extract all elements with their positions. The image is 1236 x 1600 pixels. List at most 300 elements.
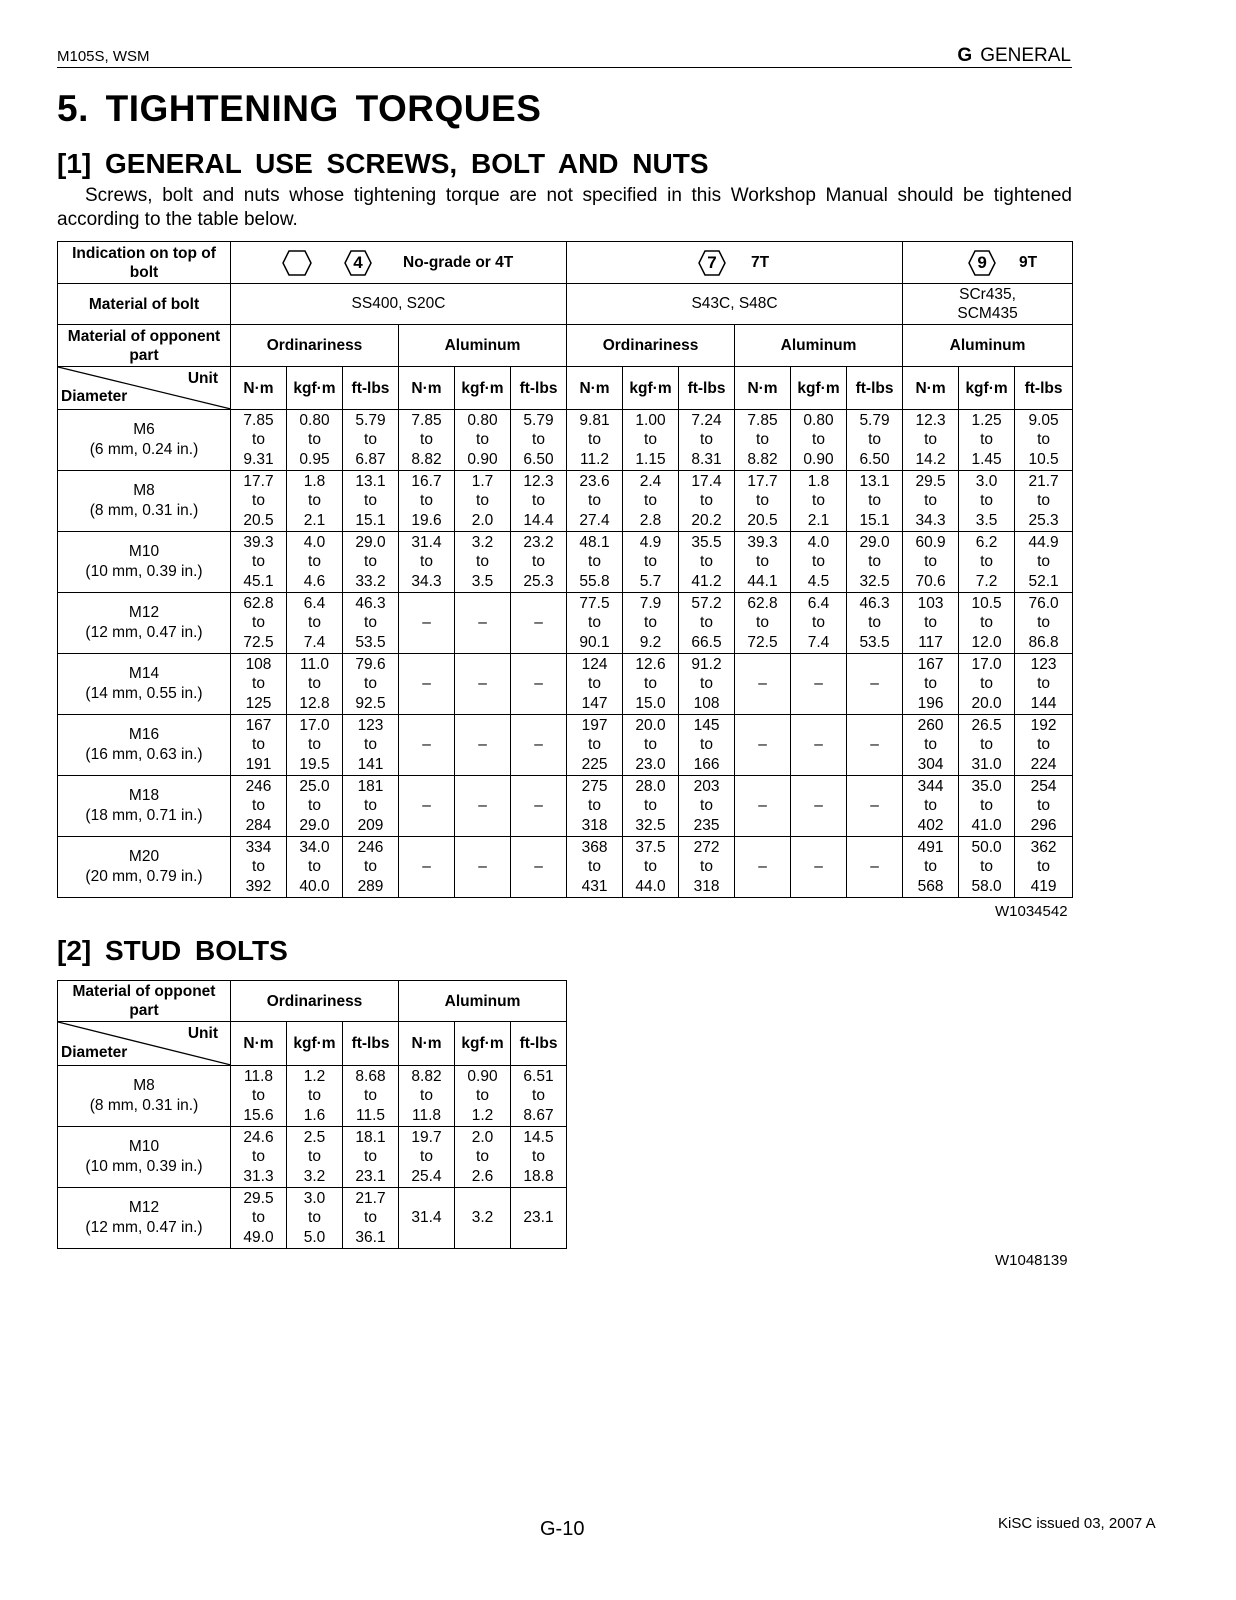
range-word: to — [700, 553, 713, 571]
torque-cell — [679, 471, 735, 532]
range-word: to — [364, 431, 377, 449]
torque-cell — [287, 410, 343, 471]
torque-max: 25.4 — [411, 1167, 442, 1185]
torque-cell — [679, 593, 735, 654]
torque-min: 62.8 — [747, 594, 778, 612]
range-word: to — [812, 431, 825, 449]
torque-cell — [1015, 776, 1073, 837]
torque-min: 7.24 — [691, 411, 722, 429]
torque-cell: – — [455, 715, 511, 776]
torque-max: 52.1 — [1028, 572, 1059, 590]
range-word: to — [980, 858, 994, 876]
opponent-header: Aluminum — [903, 325, 1073, 367]
grade-4t-cell — [231, 242, 567, 284]
torque-max: 41.0 — [971, 816, 1002, 834]
torque-max: 41.2 — [691, 572, 722, 590]
torque-min: 23.2 — [523, 533, 554, 551]
intro-text: Screws, bolt and nuts whose tightening torque are not specified in this Workshop Manual should be tightened according to the table below. — [57, 185, 1072, 230]
torque-max: 9.2 — [639, 633, 662, 651]
torque-cell — [399, 471, 455, 532]
range-word: to — [364, 1209, 377, 1227]
opponent-header: Ordinariness — [567, 325, 735, 367]
range-word: to — [588, 858, 601, 876]
torque-min: 28.0 — [635, 777, 666, 795]
torque-cell — [679, 776, 735, 837]
torque-cell: – — [847, 654, 903, 715]
torque-max: 6.50 — [523, 450, 554, 468]
range-word: to — [476, 553, 489, 571]
torque-cell: 3.2 — [455, 1188, 511, 1249]
torque-cell — [623, 410, 679, 471]
unit-header: N·m — [567, 367, 623, 410]
range-word: to — [644, 736, 657, 754]
torque-max: 72.5 — [747, 633, 778, 651]
table1-code: W1034542 — [995, 903, 1068, 920]
range-word: to — [476, 1148, 489, 1166]
diameter-cell — [58, 654, 231, 715]
bolt-dimension: (16 mm, 0.63 in.) — [85, 746, 203, 763]
torque-max: 7.2 — [975, 572, 998, 590]
torque-min: 16.7 — [411, 472, 442, 490]
section-letter: G — [957, 45, 973, 66]
torque-min: 17.7 — [747, 472, 778, 490]
torque-cell — [567, 776, 623, 837]
torque-max: 55.8 — [579, 572, 610, 590]
torque-cell — [567, 837, 623, 898]
torque-max: 2.0 — [471, 511, 494, 529]
table2-code: W1048139 — [995, 1252, 1068, 1269]
torque-cell — [455, 532, 511, 593]
opponent-header: Aluminum — [399, 325, 567, 367]
torque-cell — [679, 837, 735, 898]
range-word: to — [420, 553, 433, 571]
torque-cell — [567, 532, 623, 593]
torque-max: 11.5 — [355, 1106, 386, 1124]
torque-cell — [455, 410, 511, 471]
range-word: to — [308, 614, 321, 632]
torque-cell: – — [399, 776, 455, 837]
torque-max: 318 — [693, 877, 720, 895]
torque-min: 6.4 — [807, 594, 830, 612]
torque-cell — [287, 654, 343, 715]
torque-min: 5.79 — [859, 411, 890, 429]
torque-cell: – — [791, 776, 847, 837]
stud-bolt-table — [57, 980, 567, 1249]
torque-min: 7.9 — [639, 594, 662, 612]
range-word: to — [308, 1087, 321, 1105]
range-word: to — [420, 492, 433, 510]
unit-header: N·m — [735, 367, 791, 410]
unit-header: ft-lbs — [679, 367, 735, 410]
range-word: to — [364, 858, 377, 876]
range-word: to — [980, 614, 994, 632]
torque-max: 66.5 — [691, 633, 722, 651]
diameter-cell — [58, 1066, 231, 1127]
torque-max: 32.5 — [859, 572, 890, 590]
bolt-size: M12 — [128, 1199, 160, 1216]
range-word: to — [868, 431, 881, 449]
torque-cell — [847, 471, 903, 532]
torque-max: 419 — [1030, 877, 1057, 895]
torque-max: 2.1 — [807, 511, 830, 529]
torque-cell — [343, 410, 399, 471]
torque-max: 12.8 — [299, 694, 330, 712]
torque-max: 18.8 — [523, 1167, 554, 1185]
unit-header: ft-lbs — [343, 1022, 399, 1066]
diameter-cell — [58, 593, 231, 654]
torque-min: 5.79 — [355, 411, 386, 429]
table-row — [58, 654, 1073, 715]
bolt-size: M14 — [128, 665, 160, 682]
range-word: to — [868, 492, 881, 510]
torque-min: 1.25 — [971, 411, 1002, 429]
torque-min: 13.1 — [859, 472, 890, 490]
torque-cell — [959, 715, 1015, 776]
torque-max: 20.2 — [691, 511, 722, 529]
grade-4t-label: No-grade or 4T — [403, 253, 514, 271]
torque-min: 29.5 — [243, 1189, 274, 1207]
torque-max: 44.1 — [747, 572, 778, 590]
torque-min: 2.5 — [303, 1128, 326, 1146]
torque-min: 31.4 — [411, 533, 442, 551]
torque-max: 20.0 — [971, 694, 1002, 712]
torque-cell — [399, 1066, 455, 1127]
torque-max: 14.4 — [523, 511, 554, 529]
torque-max: 14.2 — [915, 450, 946, 468]
torque-cell — [287, 593, 343, 654]
torque-min: 50.0 — [971, 838, 1002, 856]
torque-cell — [847, 532, 903, 593]
torque-cell — [343, 654, 399, 715]
torque-cell — [343, 715, 399, 776]
range-word: to — [924, 553, 938, 571]
torque-cell: – — [455, 654, 511, 715]
grade-9t-label: 9T — [1019, 253, 1038, 271]
torque-cell — [511, 1127, 567, 1188]
page-number: G-10 — [540, 1518, 585, 1540]
unit-header: N·m — [903, 367, 959, 410]
hexagon-icon — [281, 249, 313, 277]
range-word: to — [308, 797, 321, 815]
torque-cell: – — [455, 837, 511, 898]
range-word: to — [364, 1148, 377, 1166]
torque-cell — [679, 654, 735, 715]
grade-mark-4-icon: 4 — [343, 249, 373, 277]
diameter-label: Diameter — [61, 388, 128, 405]
range-word: to — [700, 797, 713, 815]
torque-max: 235 — [693, 816, 720, 834]
opponent-header: Ordinariness — [231, 325, 399, 367]
torque-cell — [287, 776, 343, 837]
torque-max: 284 — [245, 816, 272, 834]
torque-max: 15.1 — [859, 511, 890, 529]
range-word: to — [252, 675, 265, 693]
torque-cell: – — [399, 837, 455, 898]
torque-cell: – — [847, 837, 903, 898]
torque-max: 225 — [581, 755, 608, 773]
stud-material-opponent-label: Material of opponet part — [58, 981, 231, 1022]
diameter-cell — [58, 1188, 231, 1249]
torque-cell — [903, 471, 959, 532]
torque-min: 1.00 — [635, 411, 666, 429]
torque-cell — [231, 1066, 287, 1127]
torque-min: 17.0 — [299, 716, 330, 734]
range-word: to — [1037, 431, 1051, 449]
torque-min: 7.85 — [747, 411, 778, 429]
torque-cell — [287, 1066, 343, 1127]
torque-max: 0.90 — [467, 450, 498, 468]
torque-max: 15.1 — [355, 511, 386, 529]
torque-max: 10.5 — [1028, 450, 1059, 468]
bolt-dimension: (10 mm, 0.39 in.) — [85, 563, 203, 580]
range-word: to — [812, 492, 825, 510]
torque-min: 6.2 — [975, 533, 998, 551]
torque-max: 8.82 — [747, 450, 778, 468]
range-word: to — [364, 736, 377, 754]
torque-cell — [231, 715, 287, 776]
range-word: to — [588, 431, 601, 449]
torque-cell — [231, 1188, 287, 1249]
bolt-dimension: (14 mm, 0.55 in.) — [85, 685, 203, 702]
torque-max: 196 — [917, 694, 944, 712]
torque-max: 147 — [581, 694, 608, 712]
bolt-size: M10 — [128, 543, 160, 560]
bolt-size: M6 — [133, 421, 155, 438]
unit-header: ft-lbs — [343, 367, 399, 410]
torque-min: 19.7 — [411, 1128, 442, 1146]
torque-min: 3.0 — [303, 1189, 326, 1207]
torque-min: 57.2 — [691, 594, 722, 612]
torque-max: 90.1 — [579, 633, 610, 651]
torque-min: 4.0 — [303, 533, 326, 551]
torque-cell — [903, 593, 959, 654]
torque-cell: 31.4 — [399, 1188, 455, 1249]
torque-min: 7.85 — [411, 411, 442, 429]
unit-header: kgf·m — [623, 367, 679, 410]
torque-cell — [1015, 410, 1073, 471]
torque-cell — [959, 471, 1015, 532]
torque-min: 6.51 — [523, 1067, 554, 1085]
torque-min: 275 — [581, 777, 608, 795]
torque-min: 17.0 — [971, 655, 1002, 673]
unit-label: Unit — [187, 370, 218, 387]
torque-cell — [959, 654, 1015, 715]
range-word: to — [644, 431, 657, 449]
torque-cell — [567, 410, 623, 471]
torque-min: 1.7 — [471, 472, 494, 490]
torque-min: 17.4 — [691, 472, 722, 490]
torque-max: 29.0 — [299, 816, 330, 834]
range-word: to — [588, 492, 601, 510]
range-word: to — [700, 492, 713, 510]
torque-min: 14.5 — [523, 1128, 554, 1146]
opponent-header: Aluminum — [399, 981, 567, 1022]
torque-cell — [623, 471, 679, 532]
torque-cell — [735, 410, 791, 471]
range-word: to — [532, 1087, 545, 1105]
range-word: to — [644, 553, 657, 571]
torque-cell — [231, 776, 287, 837]
range-word: to — [252, 797, 265, 815]
bolt-size: M18 — [128, 787, 160, 804]
bolt-dimension: (18 mm, 0.71 in.) — [85, 807, 203, 824]
torque-min: 21.7 — [1028, 472, 1059, 490]
torque-cell — [959, 776, 1015, 837]
torque-min: 39.3 — [747, 533, 778, 551]
torque-min: 29.5 — [915, 472, 946, 490]
diameter-cell — [58, 1127, 231, 1188]
torque-min: 123 — [357, 716, 384, 734]
torque-max: 53.5 — [355, 633, 386, 651]
torque-min: 167 — [245, 716, 272, 734]
torque-min: 18.1 — [355, 1128, 386, 1146]
torque-min: 12.3 — [523, 472, 554, 490]
range-word: to — [812, 553, 825, 571]
torque-min: 1.8 — [807, 472, 830, 490]
torque-cell — [343, 1066, 399, 1127]
torque-cell: – — [735, 715, 791, 776]
torque-min: 3.0 — [975, 472, 998, 490]
torque-cell — [231, 532, 287, 593]
range-word: to — [924, 675, 938, 693]
range-word: to — [644, 858, 657, 876]
table-row — [58, 715, 1073, 776]
range-word: to — [924, 431, 938, 449]
torque-max: 9.31 — [243, 450, 274, 468]
unit-header: N·m — [399, 367, 455, 410]
torque-cell — [903, 837, 959, 898]
torque-cell — [791, 410, 847, 471]
torque-max: 3.5 — [471, 572, 494, 590]
torque-min: 9.81 — [579, 411, 610, 429]
range-word: to — [644, 797, 657, 815]
range-word: to — [252, 736, 265, 754]
bolt-size: M8 — [133, 482, 155, 499]
torque-min: 203 — [693, 777, 720, 795]
range-word: to — [980, 675, 994, 693]
torque-cell — [511, 1066, 567, 1127]
torque-max: 45.1 — [243, 572, 274, 590]
torque-cell — [959, 593, 1015, 654]
torque-min: 0.80 — [467, 411, 498, 429]
torque-max: 20.5 — [747, 511, 778, 529]
torque-max: 31.0 — [971, 755, 1002, 773]
torque-min: 108 — [245, 655, 272, 673]
torque-max: 296 — [1030, 816, 1057, 834]
torque-min: 10.5 — [971, 594, 1002, 612]
torque-max: 125 — [245, 694, 272, 712]
torque-max: 11.8 — [412, 1106, 442, 1124]
torque-max: 209 — [357, 816, 384, 834]
range-word: to — [980, 431, 994, 449]
torque-cell — [735, 593, 791, 654]
torque-max: 12.0 — [971, 633, 1002, 651]
range-word: to — [1037, 553, 1051, 571]
torque-min: 368 — [581, 838, 608, 856]
page-title: 5. TIGHTENING TORQUES — [57, 88, 542, 129]
grade-9t-cell — [903, 242, 1073, 284]
torque-max: 392 — [245, 877, 272, 895]
torque-cell — [343, 532, 399, 593]
torque-cell — [791, 471, 847, 532]
range-word: to — [588, 675, 601, 693]
section2-heading: [2] STUD BOLTS — [57, 935, 288, 966]
torque-max: 4.5 — [807, 572, 830, 590]
range-word: to — [980, 736, 994, 754]
unit-label: Unit — [187, 1025, 218, 1042]
grade-7t-label: 7T — [751, 253, 770, 271]
range-word: to — [1037, 736, 1051, 754]
range-word: to — [588, 736, 601, 754]
range-word: to — [644, 492, 657, 510]
torque-min: 12.3 — [915, 411, 946, 429]
torque-max: 5.7 — [639, 572, 662, 590]
torque-cell: – — [791, 837, 847, 898]
torque-cell — [903, 410, 959, 471]
torque-cell — [511, 532, 567, 593]
torque-max: 15.0 — [635, 694, 666, 712]
range-word: to — [980, 553, 994, 571]
torque-min: 145 — [693, 716, 720, 734]
range-word: to — [756, 492, 769, 510]
grade-7t-cell — [567, 242, 903, 284]
range-word: to — [252, 492, 265, 510]
table-row — [58, 837, 1073, 898]
torque-min: 181 — [357, 777, 384, 795]
torque-max: 25.3 — [1028, 511, 1059, 529]
torque-max: 86.8 — [1028, 633, 1059, 651]
torque-max: 108 — [693, 694, 720, 712]
torque-cell — [623, 654, 679, 715]
torque-min: 25.0 — [299, 777, 330, 795]
range-word: to — [252, 1209, 265, 1227]
range-word: to — [812, 614, 825, 632]
torque-max: 32.5 — [635, 816, 666, 834]
torque-cell: – — [399, 593, 455, 654]
range-word: to — [364, 614, 377, 632]
unit-header: ft-lbs — [1015, 367, 1073, 410]
range-word: to — [532, 553, 545, 571]
torque-max: 27.4 — [579, 511, 610, 529]
range-word: to — [924, 797, 938, 815]
torque-max: 2.1 — [303, 511, 326, 529]
torque-min: 11.0 — [299, 655, 330, 673]
torque-max: 568 — [917, 877, 944, 895]
torque-cell: – — [511, 654, 567, 715]
torque-min: 76.0 — [1028, 594, 1059, 612]
range-word: to — [700, 736, 713, 754]
torque-min: 91.2 — [691, 655, 722, 673]
torque-min: 3.2 — [471, 533, 494, 551]
range-word: to — [364, 492, 377, 510]
table-row — [58, 532, 1073, 593]
torque-cell — [1015, 593, 1073, 654]
table-row — [58, 1127, 567, 1188]
torque-cell — [679, 532, 735, 593]
torque-max: 7.4 — [303, 633, 326, 651]
torque-cell: – — [511, 715, 567, 776]
torque-min: 246 — [357, 838, 384, 856]
bolt-dimension: (12 mm, 0.47 in.) — [85, 624, 203, 641]
torque-cell: – — [399, 715, 455, 776]
torque-min: 1.2 — [303, 1067, 326, 1085]
torque-cell — [287, 1127, 343, 1188]
torque-min: 7.85 — [243, 411, 274, 429]
torque-cell: – — [511, 837, 567, 898]
torque-max: 44.0 — [635, 877, 666, 895]
torque-max: 4.6 — [303, 572, 326, 590]
torque-cell — [287, 532, 343, 593]
